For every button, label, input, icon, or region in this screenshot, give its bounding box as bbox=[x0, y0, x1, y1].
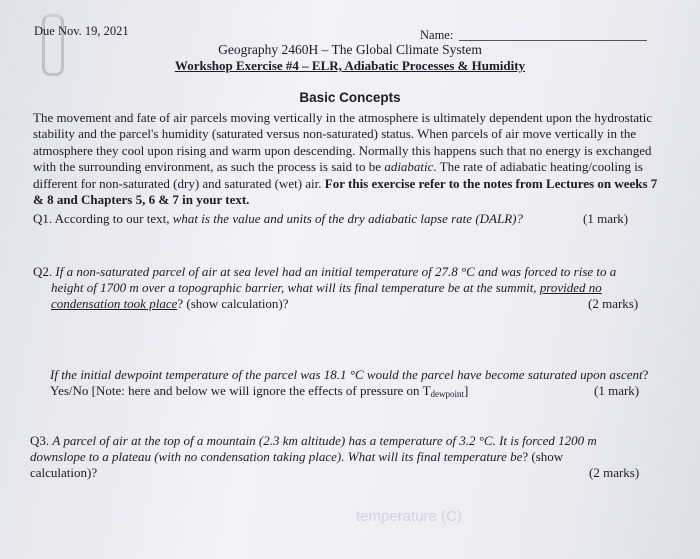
course-title: Geography 2460H – The Global Climate System bbox=[218, 42, 482, 57]
due-date: Due Nov. 19, 2021 bbox=[34, 24, 129, 38]
question-3: Q3. A parcel of air at the top of a mountain (2.3 km altitude) has a temperature of 3.2 °C. It is forced 1200 m downslope to a plateau (with no condensation taking place). What will its final temperature be? (show calculation)? bbox=[30, 433, 597, 480]
question-1-marks: (1 mark) bbox=[583, 211, 629, 226]
question-2: Q2. If a non-saturated parcel of air at sea level had an initial temperature of 27.8 °C and was forced to rise to a height of 1700 m over a topographic barrier, what will its final temperature be at the summit, provided no condensation took place? (show calculation)? bbox=[33, 264, 617, 311]
name-field-line[interactable] bbox=[459, 40, 647, 41]
question-2b-marks: (1 mark) bbox=[594, 383, 640, 398]
intro-paragraph: The movement and fate of air parcels moving vertically in the atmosphere is ultimately dependent upon the hydrostatic stability and the parcel's humidity (saturated versus non-saturated) status. When parcels of air move vertically in the atmosphere they cool upon rising and warm upon descending. Normally this happens such that no energy is exchanged with the surrounding environment, as such the process is said to be adiabatic. The rate of adiabatic heating/cooling is different for non-saturated (dry) and saturated (wet) air. For this exercise refer to the notes from Lectures on weeks 7 & 8 and Chapters 5, 6 & 7 in your text. bbox=[33, 110, 658, 208]
question-3-marks: (2 marks) bbox=[589, 465, 640, 480]
section-heading: Basic Concepts bbox=[299, 90, 401, 105]
question-1: Q1. According to our text, what is the value and units of the dry adiabatic lapse rate (DALR)? bbox=[33, 211, 523, 226]
question-2b: If the initial dewpoint temperature of the parcel was 18.1 °C would the parcel have become saturated upon ascent? Yes/No [Note: here and below we will ignore the effects of pressure on $T_{dewpoint}$] bbox=[50, 367, 649, 399]
intro-instruction: For this exercise refer to the notes from Lectures on weeks 7 & 8 and Chapters 5, 6 & 7 in your text. bbox=[33, 175, 658, 208]
faint-handwriting: temperature (C) bbox=[356, 508, 462, 525]
question-2-marks: (2 marks) bbox=[588, 296, 639, 311]
exercise-title: Workshop Exercise #4 – ELR, Adiabatic Processes & Humidity bbox=[174, 58, 526, 73]
name-label: Name: bbox=[420, 28, 454, 42]
adiabatic-term: adiabatic bbox=[384, 159, 434, 175]
